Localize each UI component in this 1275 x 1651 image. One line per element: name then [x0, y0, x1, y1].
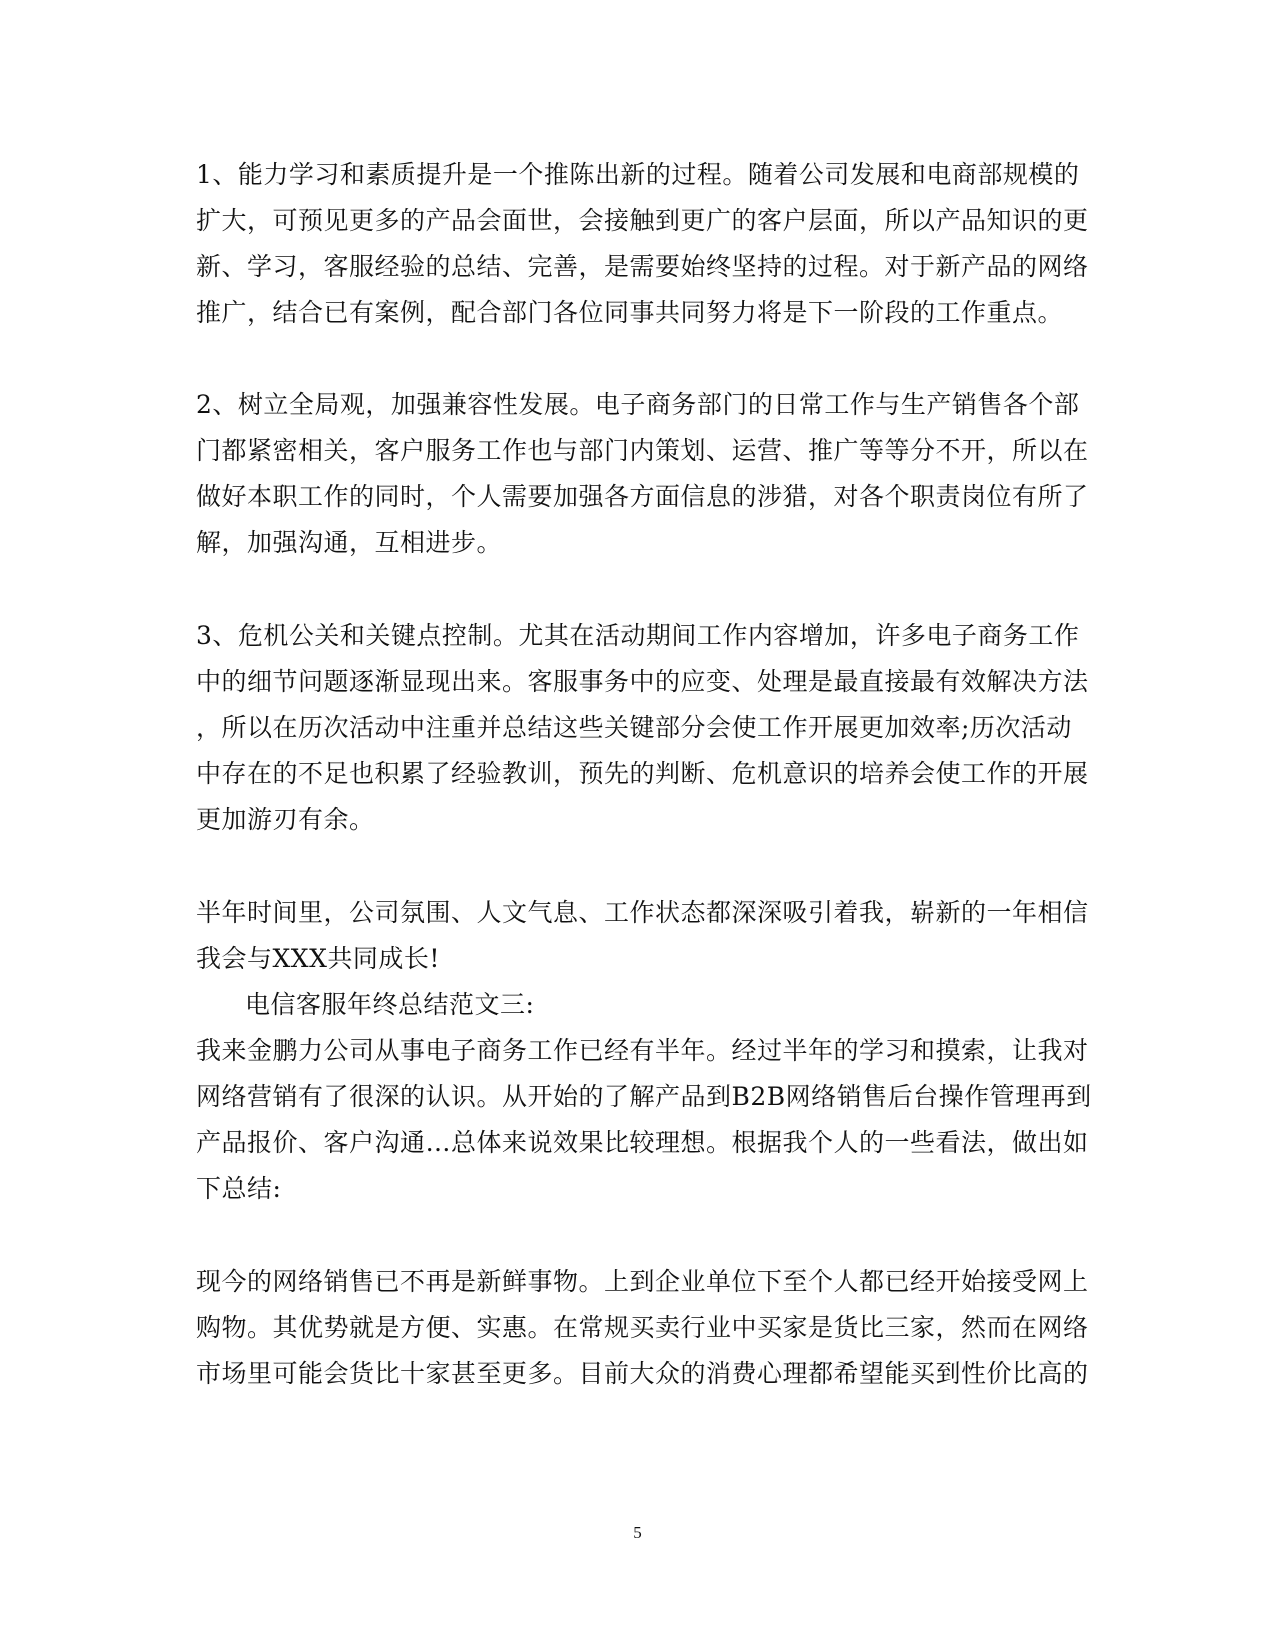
page-number: 5 [633, 1523, 642, 1542]
paragraph-5-line-4: 下总结: [196, 1174, 282, 1203]
paragraph-2-line-2: 门都紧密相关，客户服务工作也与部门内策划、运营、推广等等分不开，所以在 [196, 436, 1089, 465]
paragraph-3-line-3: ，所以在历次活动中注重并总结这些关键部分会使工作开展更加效率;历次活动 [196, 713, 1072, 742]
paragraph-4-line-1: 半年时间里，公司氛围、人文气息、工作状态都深深吸引着我，崭新的一年相信 [196, 898, 1089, 927]
paragraph-4-line-2: 我会与XXX共同成长! [196, 944, 440, 973]
paragraph-1-line-2: 扩大，可预见更多的产品会面世，会接触到更广的客户层面，所以产品知识的更 [196, 206, 1089, 235]
paragraph-2-line-1: 2、树立全局观，加强兼容性发展。电子商务部门的日常工作与生产销售各个部 [196, 390, 1080, 419]
paragraph-5-line-3: 产品报价、客户沟通…总体来说效果比较理想。根据我个人的一些看法，做出如 [196, 1128, 1089, 1157]
paragraph-3-line-1: 3、危机公关和关键点控制。尤其在活动期间工作内容增加，许多电子商务工作 [196, 621, 1080, 650]
paragraph-3-line-4: 中存在的不足也积累了经验教训，预先的判断、危机意识的培养会使工作的开展 [196, 759, 1089, 788]
paragraph-2-line-4: 解，加强沟通，互相进步。 [196, 528, 503, 557]
paragraph-6-line-3: 市场里可能会货比十家甚至更多。目前大众的消费心理都希望能买到性价比高的 [196, 1359, 1089, 1388]
paragraph-1-line-4: 推广，结合已有案例，配合部门各位同事共同努力将是下一阶段的工作重点。 [196, 298, 1064, 327]
paragraph-3-line-2: 中的细节问题逐渐显现出来。客服事务中的应变、处理是最直接最有效解决方法 [196, 667, 1089, 696]
paragraph-2-line-3: 做好本职工作的同时，个人需要加强各方面信息的涉猎，对各个职责岗位有所了 [196, 482, 1089, 511]
paragraph-6-line-2: 购物。其优势就是方便、实惠。在常规买卖行业中买家是货比三家，然而在网络 [196, 1313, 1089, 1342]
paragraph-6-line-1: 现今的网络销售已不再是新鲜事物。上到企业单位下至个人都已经开始接受网上 [196, 1267, 1089, 1296]
paragraph-3-line-5: 更加游刃有余。 [196, 805, 375, 834]
paragraph-5-line-2: 网络营销有了很深的认识。从开始的了解产品到B2B网络销售后台操作管理再到 [196, 1082, 1092, 1111]
paragraph-1-line-3: 新、学习，客服经验的总结、完善，是需要始终坚持的过程。对于新产品的网络 [196, 252, 1089, 281]
paragraph-1-line-1: 1、能力学习和素质提升是一个推陈出新的过程。随着公司发展和电商部规模的 [196, 160, 1080, 189]
section-heading: 电信客服年终总结范文三: [245, 990, 535, 1019]
paragraph-5-line-1: 我来金鹏力公司从事电子商务工作已经有半年。经过半年的学习和摸索，让我对 [196, 1036, 1089, 1065]
